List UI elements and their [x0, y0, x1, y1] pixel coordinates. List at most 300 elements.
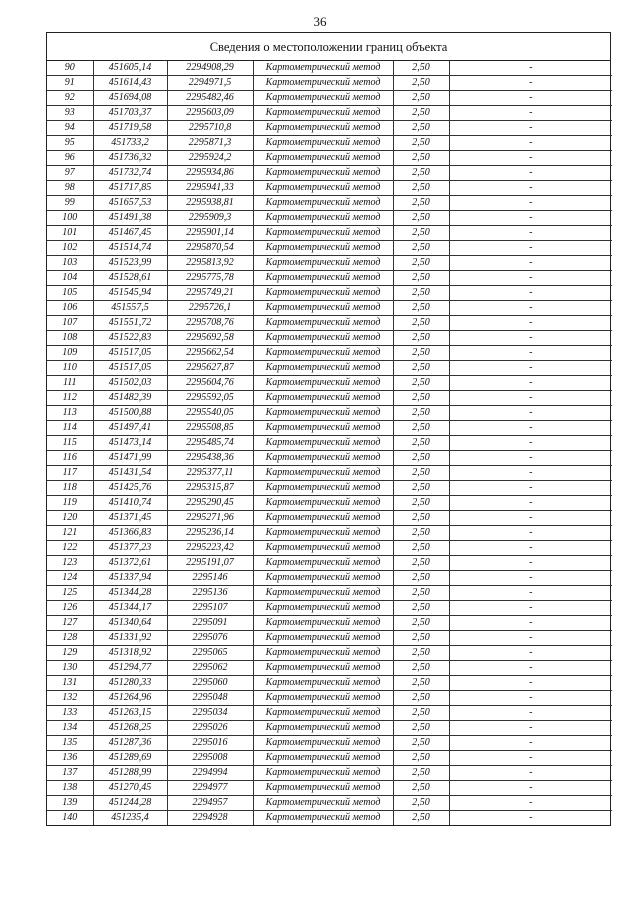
point-number-cell: 127: [47, 616, 93, 631]
table-row: [47, 286, 612, 301]
y-coordinate-cell: 2295692,58: [167, 331, 253, 346]
point-number-cell: 124: [47, 571, 93, 586]
method-cell: Картометрический метод: [253, 571, 393, 586]
description-cell: -: [449, 511, 612, 526]
y-coordinate-cell: 2294994: [167, 766, 253, 781]
table-row: [47, 76, 612, 91]
accuracy-cell: 2,50: [393, 61, 449, 76]
description-cell: -: [449, 361, 612, 376]
method-cell: Картометрический метод: [253, 811, 393, 826]
y-coordinate-cell: 2295870,54: [167, 241, 253, 256]
table-row: [47, 106, 612, 121]
x-coordinate-cell: 451287,36: [93, 736, 167, 751]
point-number-cell: 107: [47, 316, 93, 331]
accuracy-cell: 2,50: [393, 121, 449, 136]
method-cell: Картометрический метод: [253, 301, 393, 316]
y-coordinate-cell: 2295604,76: [167, 376, 253, 391]
description-cell: -: [449, 76, 612, 91]
x-coordinate-cell: 451344,17: [93, 601, 167, 616]
y-coordinate-cell: 2295146: [167, 571, 253, 586]
y-coordinate-cell: 2295482,46: [167, 91, 253, 106]
table-row: [47, 301, 612, 316]
point-number-cell: 102: [47, 241, 93, 256]
accuracy-cell: 2,50: [393, 616, 449, 631]
table-row: [47, 196, 612, 211]
y-coordinate-cell: 2295236,14: [167, 526, 253, 541]
point-number-cell: 123: [47, 556, 93, 571]
table-row: [47, 676, 612, 691]
point-number-cell: 110: [47, 361, 93, 376]
x-coordinate-cell: 451471,99: [93, 451, 167, 466]
description-cell: -: [449, 691, 612, 706]
method-cell: Картометрический метод: [253, 391, 393, 406]
accuracy-cell: 2,50: [393, 721, 449, 736]
table-row: [47, 766, 612, 781]
x-coordinate-cell: 451545,94: [93, 286, 167, 301]
method-cell: Картометрический метод: [253, 61, 393, 76]
point-number-cell: 91: [47, 76, 93, 91]
method-cell: Картометрический метод: [253, 481, 393, 496]
y-coordinate-cell: 2295749,21: [167, 286, 253, 301]
point-number-cell: 114: [47, 421, 93, 436]
y-coordinate-cell: 2294908,29: [167, 61, 253, 76]
method-cell: Картометрический метод: [253, 226, 393, 241]
description-cell: -: [449, 676, 612, 691]
y-coordinate-cell: 2295627,87: [167, 361, 253, 376]
accuracy-cell: 2,50: [393, 196, 449, 211]
accuracy-cell: 2,50: [393, 301, 449, 316]
y-coordinate-cell: 2295592,05: [167, 391, 253, 406]
method-cell: Картометрический метод: [253, 121, 393, 136]
x-coordinate-cell: 451491,38: [93, 211, 167, 226]
boundary-table-sheet: [46, 32, 611, 826]
description-cell: -: [449, 616, 612, 631]
y-coordinate-cell: 2295508,85: [167, 421, 253, 436]
table-row: [47, 181, 612, 196]
table-row: [47, 601, 612, 616]
table-row: [47, 166, 612, 181]
accuracy-cell: 2,50: [393, 451, 449, 466]
table-row: [47, 751, 612, 766]
y-coordinate-cell: 2295065: [167, 646, 253, 661]
accuracy-cell: 2,50: [393, 766, 449, 781]
method-cell: Картометрический метод: [253, 286, 393, 301]
accuracy-cell: 2,50: [393, 91, 449, 106]
accuracy-cell: 2,50: [393, 346, 449, 361]
y-coordinate-cell: 2295016: [167, 736, 253, 751]
table-row: [47, 556, 612, 571]
description-cell: -: [449, 781, 612, 796]
x-coordinate-cell: 451270,45: [93, 781, 167, 796]
coordinates-table-body: [47, 61, 612, 825]
method-cell: Картометрический метод: [253, 181, 393, 196]
accuracy-cell: 2,50: [393, 541, 449, 556]
accuracy-cell: 2,50: [393, 586, 449, 601]
x-coordinate-cell: 451431,54: [93, 466, 167, 481]
x-coordinate-cell: 451694,08: [93, 91, 167, 106]
table-row: [47, 421, 612, 436]
method-cell: Картометрический метод: [253, 91, 393, 106]
accuracy-cell: 2,50: [393, 676, 449, 691]
table-row: [47, 451, 612, 466]
description-cell: -: [449, 271, 612, 286]
y-coordinate-cell: 2295136: [167, 586, 253, 601]
y-coordinate-cell: 2295901,14: [167, 226, 253, 241]
x-coordinate-cell: 451366,83: [93, 526, 167, 541]
accuracy-cell: 2,50: [393, 271, 449, 286]
x-coordinate-cell: 451410,74: [93, 496, 167, 511]
y-coordinate-cell: 2295223,42: [167, 541, 253, 556]
point-number-cell: 111: [47, 376, 93, 391]
x-coordinate-cell: 451514,74: [93, 241, 167, 256]
description-cell: -: [449, 721, 612, 736]
table-row: [47, 136, 612, 151]
description-cell: -: [449, 481, 612, 496]
accuracy-cell: 2,50: [393, 106, 449, 121]
accuracy-cell: 2,50: [393, 316, 449, 331]
point-number-cell: 90: [47, 61, 93, 76]
table-row: [47, 736, 612, 751]
description-cell: -: [449, 646, 612, 661]
x-coordinate-cell: 451280,33: [93, 676, 167, 691]
accuracy-cell: 2,50: [393, 481, 449, 496]
method-cell: Картометрический метод: [253, 496, 393, 511]
accuracy-cell: 2,50: [393, 166, 449, 181]
x-coordinate-cell: 451605,14: [93, 61, 167, 76]
x-coordinate-cell: 451268,25: [93, 721, 167, 736]
x-coordinate-cell: 451263,15: [93, 706, 167, 721]
table-row: [47, 496, 612, 511]
y-coordinate-cell: 2295438,36: [167, 451, 253, 466]
description-cell: -: [449, 811, 612, 826]
description-cell: -: [449, 766, 612, 781]
table-row: [47, 811, 612, 826]
y-coordinate-cell: 2295107: [167, 601, 253, 616]
accuracy-cell: 2,50: [393, 796, 449, 811]
method-cell: Картометрический метод: [253, 271, 393, 286]
method-cell: Картометрический метод: [253, 691, 393, 706]
point-number-cell: 92: [47, 91, 93, 106]
x-coordinate-cell: 451337,94: [93, 571, 167, 586]
table-row: [47, 91, 612, 106]
description-cell: -: [449, 106, 612, 121]
table-row: [47, 526, 612, 541]
description-cell: -: [449, 601, 612, 616]
accuracy-cell: 2,50: [393, 736, 449, 751]
accuracy-cell: 2,50: [393, 661, 449, 676]
table-row: [47, 481, 612, 496]
table-row: [47, 571, 612, 586]
x-coordinate-cell: 451244,28: [93, 796, 167, 811]
method-cell: Картометрический метод: [253, 721, 393, 736]
y-coordinate-cell: 2295315,87: [167, 481, 253, 496]
x-coordinate-cell: 451289,69: [93, 751, 167, 766]
method-cell: Картометрический метод: [253, 136, 393, 151]
point-number-cell: 95: [47, 136, 93, 151]
point-number-cell: 94: [47, 121, 93, 136]
method-cell: Картометрический метод: [253, 736, 393, 751]
description-cell: -: [449, 256, 612, 271]
description-cell: -: [449, 226, 612, 241]
table-row: [47, 646, 612, 661]
table-row: [47, 331, 612, 346]
x-coordinate-cell: 451467,45: [93, 226, 167, 241]
table-row: [47, 631, 612, 646]
table-row: [47, 121, 612, 136]
method-cell: Картометрический метод: [253, 616, 393, 631]
table-row: [47, 541, 612, 556]
point-number-cell: 133: [47, 706, 93, 721]
table-row: [47, 586, 612, 601]
x-coordinate-cell: 451425,76: [93, 481, 167, 496]
point-number-cell: 139: [47, 796, 93, 811]
method-cell: Картометрический метод: [253, 541, 393, 556]
method-cell: Картометрический метод: [253, 766, 393, 781]
y-coordinate-cell: 2295775,78: [167, 271, 253, 286]
table-row: [47, 376, 612, 391]
description-cell: -: [449, 316, 612, 331]
x-coordinate-cell: 451719,58: [93, 121, 167, 136]
table-row: [47, 406, 612, 421]
x-coordinate-cell: 451732,74: [93, 166, 167, 181]
point-number-cell: 108: [47, 331, 93, 346]
x-coordinate-cell: 451344,28: [93, 586, 167, 601]
x-coordinate-cell: 451517,05: [93, 361, 167, 376]
accuracy-cell: 2,50: [393, 751, 449, 766]
accuracy-cell: 2,50: [393, 511, 449, 526]
x-coordinate-cell: 451500,88: [93, 406, 167, 421]
y-coordinate-cell: 2295062: [167, 661, 253, 676]
description-cell: -: [449, 796, 612, 811]
y-coordinate-cell: 2295710,8: [167, 121, 253, 136]
point-number-cell: 113: [47, 406, 93, 421]
description-cell: -: [449, 751, 612, 766]
accuracy-cell: 2,50: [393, 526, 449, 541]
accuracy-cell: 2,50: [393, 631, 449, 646]
accuracy-cell: 2,50: [393, 421, 449, 436]
accuracy-cell: 2,50: [393, 646, 449, 661]
point-number-cell: 109: [47, 346, 93, 361]
method-cell: Картометрический метод: [253, 661, 393, 676]
table-row: [47, 721, 612, 736]
point-number-cell: 99: [47, 196, 93, 211]
x-coordinate-cell: 451557,5: [93, 301, 167, 316]
method-cell: Картометрический метод: [253, 331, 393, 346]
accuracy-cell: 2,50: [393, 76, 449, 91]
point-number-cell: 140: [47, 811, 93, 826]
accuracy-cell: 2,50: [393, 781, 449, 796]
method-cell: Картометрический метод: [253, 196, 393, 211]
point-number-cell: 115: [47, 436, 93, 451]
x-coordinate-cell: 451372,61: [93, 556, 167, 571]
point-number-cell: 126: [47, 601, 93, 616]
method-cell: Картометрический метод: [253, 556, 393, 571]
accuracy-cell: 2,50: [393, 691, 449, 706]
point-number-cell: 129: [47, 646, 93, 661]
point-number-cell: 106: [47, 301, 93, 316]
point-number-cell: 122: [47, 541, 93, 556]
x-coordinate-cell: 451497,41: [93, 421, 167, 436]
y-coordinate-cell: 2295008: [167, 751, 253, 766]
accuracy-cell: 2,50: [393, 256, 449, 271]
x-coordinate-cell: 451528,61: [93, 271, 167, 286]
accuracy-cell: 2,50: [393, 406, 449, 421]
x-coordinate-cell: 451235,4: [93, 811, 167, 826]
description-cell: -: [449, 466, 612, 481]
y-coordinate-cell: 2295026: [167, 721, 253, 736]
point-number-cell: 136: [47, 751, 93, 766]
point-number-cell: 138: [47, 781, 93, 796]
y-coordinate-cell: 2295034: [167, 706, 253, 721]
x-coordinate-cell: 451736,32: [93, 151, 167, 166]
x-coordinate-cell: 451522,83: [93, 331, 167, 346]
table-row: [47, 151, 612, 166]
description-cell: -: [449, 136, 612, 151]
description-cell: -: [449, 436, 612, 451]
description-cell: -: [449, 286, 612, 301]
point-number-cell: 93: [47, 106, 93, 121]
method-cell: Картометрический метод: [253, 796, 393, 811]
method-cell: Картометрический метод: [253, 211, 393, 226]
method-cell: Картометрический метод: [253, 511, 393, 526]
accuracy-cell: 2,50: [393, 811, 449, 826]
method-cell: Картометрический метод: [253, 361, 393, 376]
accuracy-cell: 2,50: [393, 706, 449, 721]
y-coordinate-cell: 2295813,92: [167, 256, 253, 271]
point-number-cell: 103: [47, 256, 93, 271]
accuracy-cell: 2,50: [393, 571, 449, 586]
accuracy-cell: 2,50: [393, 556, 449, 571]
point-number-cell: 121: [47, 526, 93, 541]
description-cell: -: [449, 166, 612, 181]
method-cell: Картометрический метод: [253, 406, 393, 421]
point-number-cell: 118: [47, 481, 93, 496]
table-row: [47, 61, 612, 76]
accuracy-cell: 2,50: [393, 226, 449, 241]
table-row: [47, 391, 612, 406]
y-coordinate-cell: 2295060: [167, 676, 253, 691]
description-cell: -: [449, 571, 612, 586]
description-cell: -: [449, 91, 612, 106]
point-number-cell: 105: [47, 286, 93, 301]
table-row: [47, 226, 612, 241]
description-cell: -: [449, 181, 612, 196]
table-row: [47, 361, 612, 376]
description-cell: -: [449, 121, 612, 136]
description-cell: -: [449, 451, 612, 466]
y-coordinate-cell: 2295941,33: [167, 181, 253, 196]
x-coordinate-cell: 451473,14: [93, 436, 167, 451]
method-cell: Картометрический метод: [253, 781, 393, 796]
method-cell: Картометрический метод: [253, 76, 393, 91]
x-coordinate-cell: 451340,64: [93, 616, 167, 631]
description-cell: -: [449, 391, 612, 406]
method-cell: Картометрический метод: [253, 526, 393, 541]
accuracy-cell: 2,50: [393, 211, 449, 226]
y-coordinate-cell: 2295377,11: [167, 466, 253, 481]
method-cell: Картометрический метод: [253, 466, 393, 481]
y-coordinate-cell: 2295871,3: [167, 136, 253, 151]
table-row: [47, 241, 612, 256]
description-cell: -: [449, 61, 612, 76]
description-cell: -: [449, 151, 612, 166]
y-coordinate-cell: 2295076: [167, 631, 253, 646]
y-coordinate-cell: 2295540,05: [167, 406, 253, 421]
table-row: [47, 691, 612, 706]
x-coordinate-cell: 451371,45: [93, 511, 167, 526]
description-cell: -: [449, 556, 612, 571]
coordinates-table: [47, 61, 612, 825]
point-number-cell: 104: [47, 271, 93, 286]
point-number-cell: 98: [47, 181, 93, 196]
method-cell: Картометрический метод: [253, 241, 393, 256]
point-number-cell: 97: [47, 166, 93, 181]
table-row: [47, 511, 612, 526]
description-cell: -: [449, 586, 612, 601]
x-coordinate-cell: 451733,2: [93, 136, 167, 151]
y-coordinate-cell: 2295938,81: [167, 196, 253, 211]
y-coordinate-cell: 2295726,1: [167, 301, 253, 316]
point-number-cell: 135: [47, 736, 93, 751]
table-row: [47, 661, 612, 676]
description-cell: -: [449, 496, 612, 511]
table-title: Сведения о местоположении границ объекта: [47, 33, 610, 61]
y-coordinate-cell: 2295708,76: [167, 316, 253, 331]
description-cell: -: [449, 541, 612, 556]
point-number-cell: 120: [47, 511, 93, 526]
method-cell: Картометрический метод: [253, 256, 393, 271]
description-cell: -: [449, 421, 612, 436]
method-cell: Картометрический метод: [253, 376, 393, 391]
y-coordinate-cell: 2295485,74: [167, 436, 253, 451]
accuracy-cell: 2,50: [393, 331, 449, 346]
y-coordinate-cell: 2295603,09: [167, 106, 253, 121]
method-cell: Картометрический метод: [253, 166, 393, 181]
description-cell: -: [449, 526, 612, 541]
point-number-cell: 101: [47, 226, 93, 241]
accuracy-cell: 2,50: [393, 466, 449, 481]
table-row: [47, 211, 612, 226]
table-row: [47, 616, 612, 631]
x-coordinate-cell: 451703,37: [93, 106, 167, 121]
x-coordinate-cell: 451331,92: [93, 631, 167, 646]
x-coordinate-cell: 451551,72: [93, 316, 167, 331]
table-row: [47, 796, 612, 811]
description-cell: -: [449, 196, 612, 211]
table-row: [47, 466, 612, 481]
description-cell: -: [449, 346, 612, 361]
method-cell: Картометрический метод: [253, 151, 393, 166]
page-number: 36: [313, 14, 327, 29]
y-coordinate-cell: 2295290,45: [167, 496, 253, 511]
description-cell: -: [449, 331, 612, 346]
table-row: [47, 256, 612, 271]
x-coordinate-cell: 451657,53: [93, 196, 167, 211]
table-row: [47, 706, 612, 721]
x-coordinate-cell: 451264,96: [93, 691, 167, 706]
y-coordinate-cell: 2295662,54: [167, 346, 253, 361]
table-row: [47, 346, 612, 361]
x-coordinate-cell: 451288,99: [93, 766, 167, 781]
method-cell: Картометрический метод: [253, 676, 393, 691]
table-row: [47, 271, 612, 286]
accuracy-cell: 2,50: [393, 286, 449, 301]
method-cell: Картометрический метод: [253, 451, 393, 466]
accuracy-cell: 2,50: [393, 361, 449, 376]
point-number-cell: 112: [47, 391, 93, 406]
point-number-cell: 132: [47, 691, 93, 706]
description-cell: -: [449, 211, 612, 226]
